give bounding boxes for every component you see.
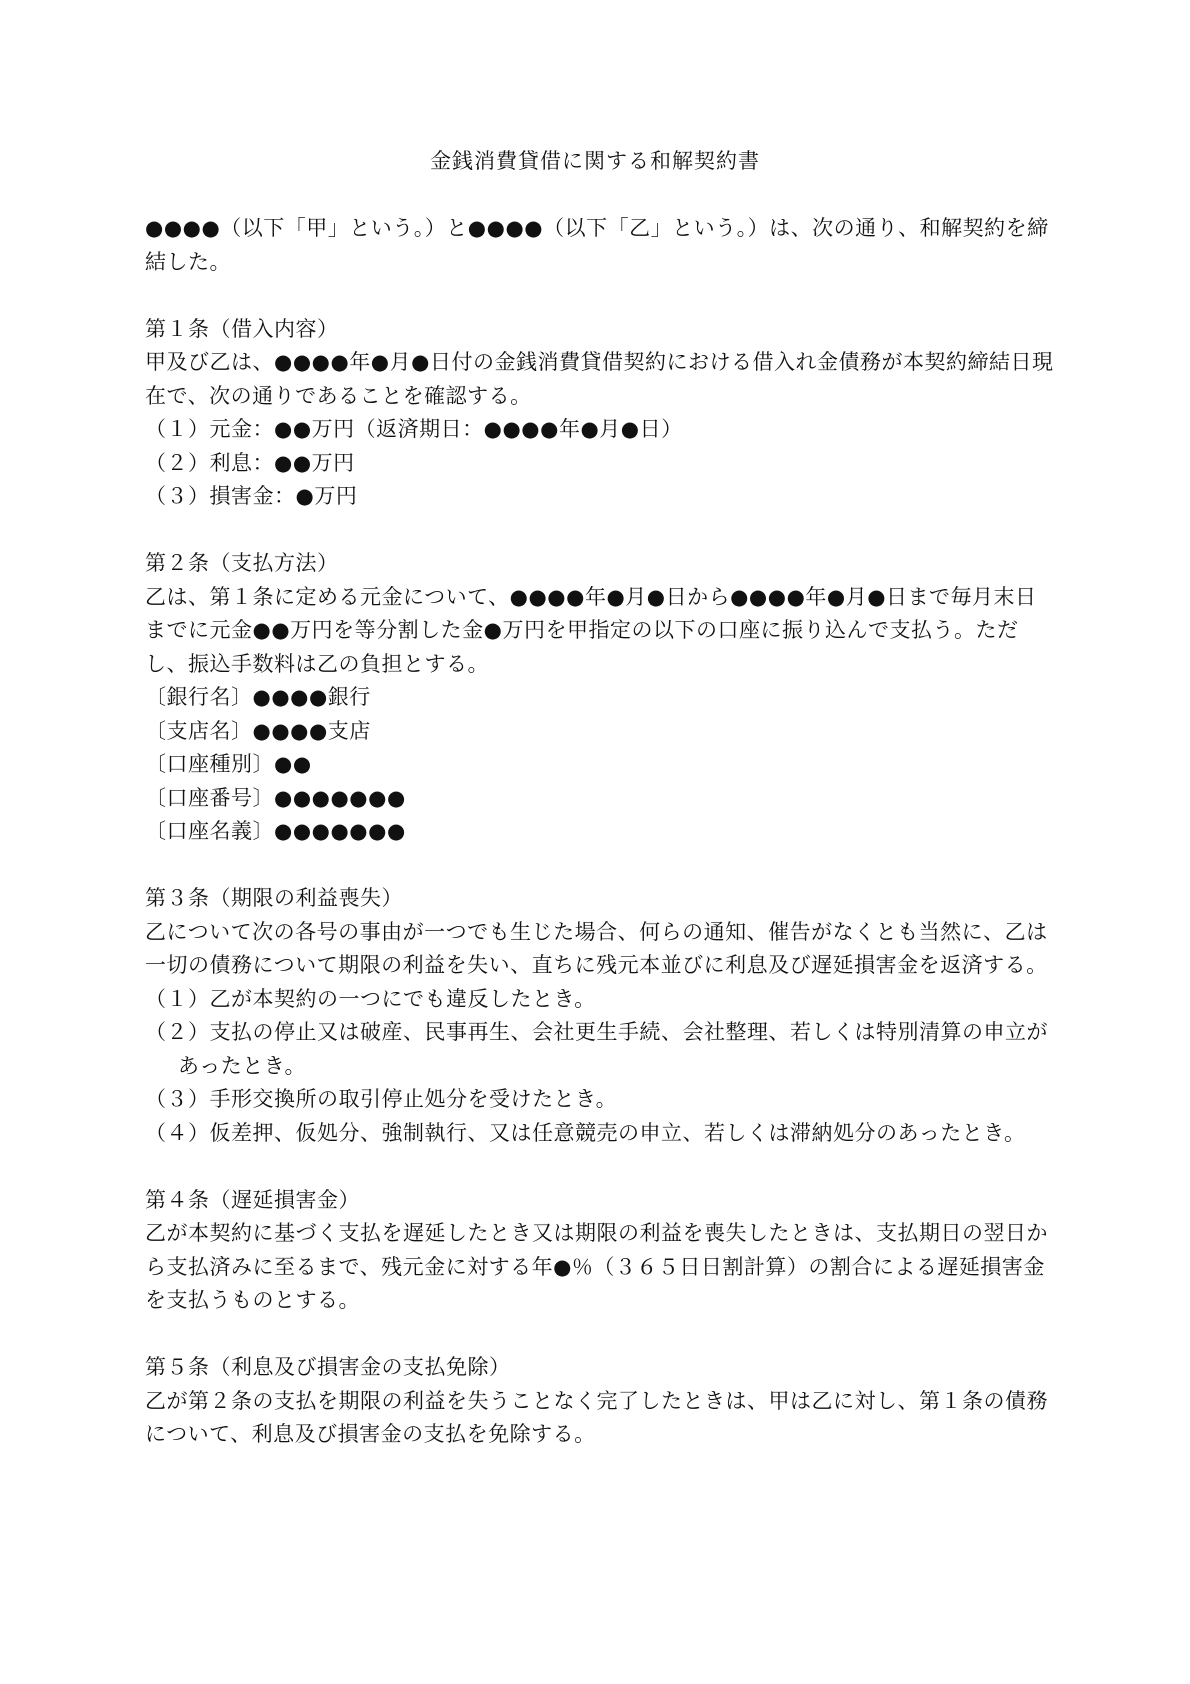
article-body: 乙について次の各号の事由が一つでも生じた場合、何らの通知、催告がなくとも当然に、乙は一切の債務について期限の利益を失い、直ちに残元本並びに利息及び遅延損害金を返済する。 xyxy=(145,919,1048,977)
spacer xyxy=(145,279,1055,313)
article-item: （２）利息：●●万円 xyxy=(145,450,355,475)
document-body xyxy=(145,212,1055,1452)
bank-line: 〔口座番号〕●●●●●●● xyxy=(145,785,406,810)
article-1 xyxy=(145,313,1055,514)
article-heading: 第２条（支払方法） xyxy=(145,551,339,575)
spacer xyxy=(145,849,1055,883)
article-item: （１）乙が本契約の一つにでも違反したとき。 xyxy=(145,986,596,1011)
spacer xyxy=(145,1318,1055,1352)
article-item: （２）支払の停止又は破産、民事再生、会社更生手続、会社整理、若しくは特別清算の申立があったとき。 xyxy=(145,1020,1048,1078)
article-body: 乙は、第１条に定める元金について、●●●●年●月●日から●●●●年●月●日まで毎月末日までに元金●●万円を等分割した金●万円を甲指定の以下の口座に振り込んで支払う。ただし、振込手数料は乙の負担とする。 xyxy=(145,584,1037,676)
article-item: （３）損害金：●万円 xyxy=(145,484,358,508)
article-3 xyxy=(145,882,1055,1150)
preamble: ●●●●（以下「甲」という。）と●●●●（以下「乙」という。）は、次の通り、和解契約を締結した。 xyxy=(145,216,1049,274)
document-title: 金銭消費貸借に関する和解契約書 xyxy=(430,149,760,173)
spacer xyxy=(145,1150,1055,1184)
spacer xyxy=(145,514,1055,548)
bank-line: 〔口座種別〕●● xyxy=(145,752,312,776)
article-heading: 第３条（期限の利益喪失） xyxy=(145,886,403,910)
bank-line: 〔支店名〕●●●●支店 xyxy=(145,718,371,743)
article-item: （３）手形交換所の取引停止処分を受けたとき。 xyxy=(145,1087,618,1111)
bank-line: 〔銀行名〕●●●●銀行 xyxy=(145,685,371,709)
article-heading: 第５条（利息及び損害金の支払免除） xyxy=(145,1355,511,1379)
article-heading: 第４条（遅延損害金） xyxy=(145,1187,360,1212)
article-item: （４）仮差押、仮処分、強制執行、又は任意競売の申立、若しくは滞納処分のあったとき。 xyxy=(145,1120,1026,1145)
article-2 xyxy=(145,547,1055,849)
article-5 xyxy=(145,1351,1055,1452)
article-item: （１）元金：●●万円（返済期日：●●●●年●月●日） xyxy=(145,417,683,441)
article-4 xyxy=(145,1184,1055,1318)
bank-line: 〔口座名義〕●●●●●●● xyxy=(145,819,406,843)
article-body: 乙が本契約に基づく支払を遅延したとき又は期限の利益を喪失したときは、支払期日の翌日から支払済みに至るまで、残元金に対する年●％（３６５日日割計算）の割合による遅延損害金を支払うものとする。 xyxy=(145,1221,1048,1312)
article-body: 乙が第２条の支払を期限の利益を失うことなく完了したときは、甲は乙に対し、第１条の債務について、利息及び損害金の支払を免除する。 xyxy=(145,1388,1048,1446)
article-heading: 第１条（借入内容） xyxy=(145,316,339,341)
article-body: 甲及び乙は、●●●●年●月●日付の金銭消費貸借契約における借入れ金債務が本契約締結日現在で、次の通りであることを確認する。 xyxy=(145,350,1054,408)
